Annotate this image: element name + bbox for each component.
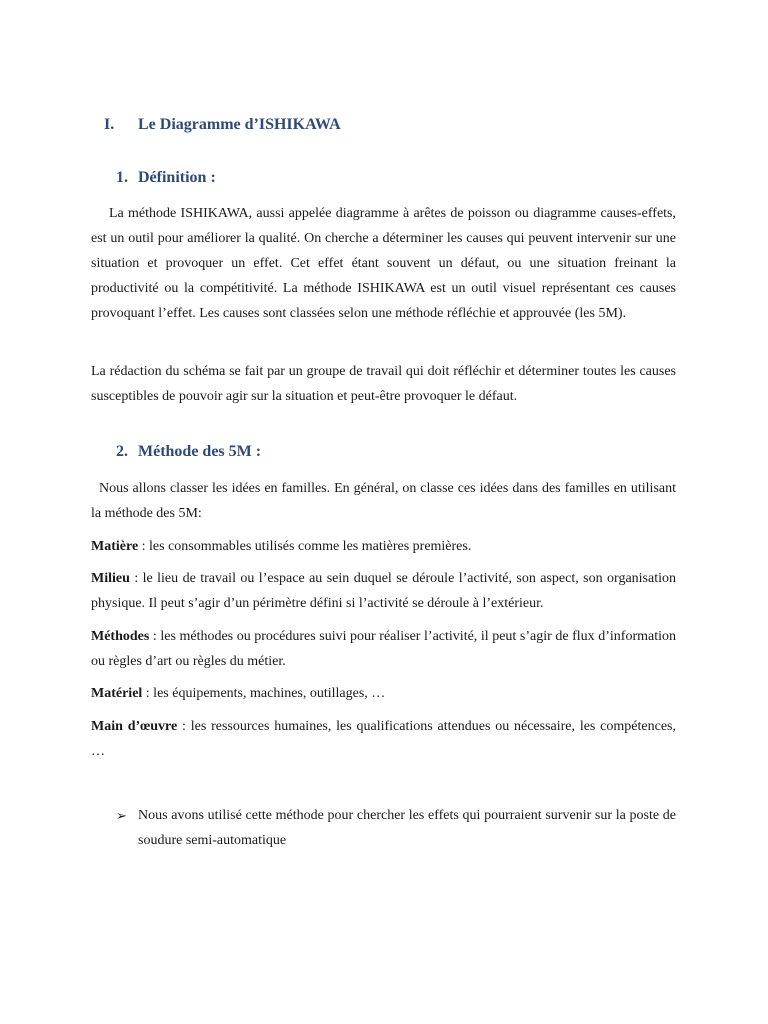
item-desc: : les méthodes ou procédures suivi pour réaliser l’activité, il peut s’agir de flux d’information ou règles d’art ou règles du métier.: [91, 629, 676, 669]
item-matiere: [91, 534, 676, 559]
definition-paragraph-2: La rédaction du schéma se fait par un groupe de travail qui doit réfléchir et déterminer toutes les causes susceptibles de pouvoir agir sur la situation et peut-être provoquer le défaut.: [91, 364, 676, 404]
arrow-bullet-icon: ➢: [116, 808, 127, 823]
section-heading: [104, 116, 341, 134]
methode5m-title: Méthode des 5M :: [138, 443, 262, 460]
definition-number: 1.: [116, 169, 128, 186]
item-desc: : les consommables utilisés comme les matières premières.: [138, 539, 472, 554]
item-main-oeuvre: [91, 714, 676, 764]
item-term: Matière: [91, 539, 139, 554]
section-title: Le Diagramme d’ISHIKAWA: [138, 116, 341, 133]
item-term: Milieu: [91, 571, 130, 586]
item-milieu: [91, 566, 676, 616]
bullet-item: [116, 803, 676, 853]
section-number: I.: [104, 116, 115, 133]
methode5m-heading: [116, 443, 261, 461]
item-desc: : le lieu de travail ou l’espace au sein duquel se déroule l’activité, son aspect, son organisation physique. Il peut s’agir d’un périmètre défini si l’activité se déroule à l’extérieur.: [91, 571, 676, 611]
item-desc: : les équipements, machines, outillages, …: [142, 686, 386, 701]
definition-heading: [116, 169, 216, 187]
definition-title: Définition :: [138, 169, 216, 186]
item-term: Main d’œuvre: [91, 719, 178, 734]
bullet-text: Nous avons utilisé cette méthode pour chercher les effets qui pourraient survenir sur la poste de soudure semi-automatique: [138, 808, 676, 848]
definition-paragraph-1: La méthode ISHIKAWA, aussi appelée diagramme à arêtes de poisson ou diagramme causes-effets, est un outil pour améliorer la qualité. On cherche a déterminer les causes qui peuvent intervenir sur une situation et provoquer un effet. Cet effet étant souvent un défaut, ou une situation freinant la productivité ou la compétitivité. La méthode ISHIKAWA est un outil visuel représentant ces causes provoquant l’effet. Les causes sont classées selon une méthode réfléchie et approuvée (les 5M).: [91, 206, 676, 321]
item-desc: : les ressources humaines, les qualifications attendues ou nécessaire, les compétences, …: [91, 719, 676, 759]
methode5m-number: 2.: [116, 443, 128, 460]
item-methodes: [91, 624, 676, 674]
item-term: Matériel: [91, 686, 143, 701]
methode5m-intro: Nous allons classer les idées en familles. En général, on classe ces idées dans des familles en utilisant la méthode des 5M:: [91, 481, 676, 521]
item-materiel: [91, 681, 676, 706]
item-term: Méthodes: [91, 629, 150, 644]
